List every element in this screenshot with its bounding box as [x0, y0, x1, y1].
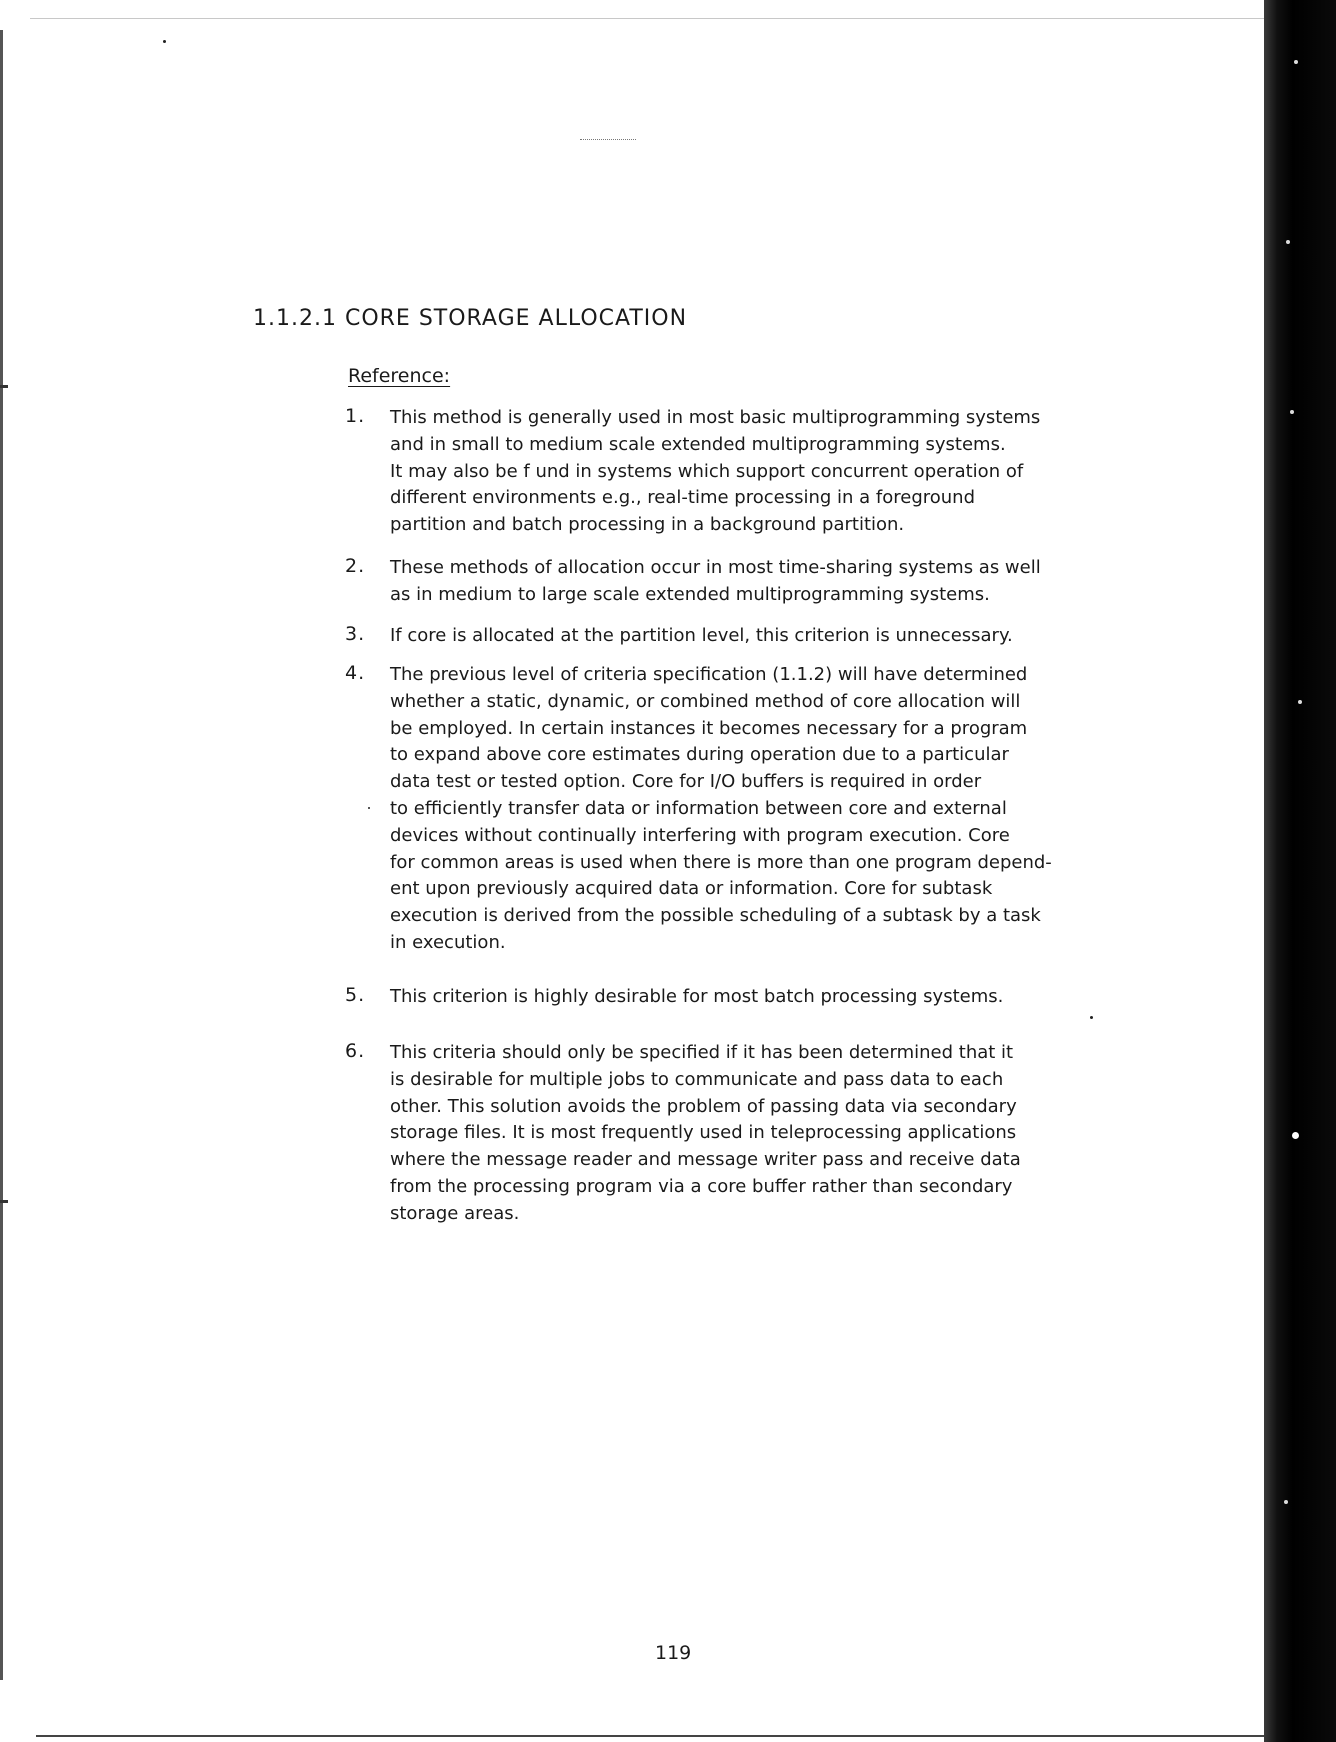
scan-right-speck [1284, 1500, 1288, 1504]
text-line: storage areas. [390, 1202, 520, 1224]
text-line: ent upon previously acquired data or information. Core for subtask [390, 878, 993, 900]
item-text [390, 984, 1110, 1011]
scan-right-speck [1286, 240, 1290, 244]
text-line: whether a static, dynamic, or combined method of core allocation will [390, 690, 1021, 712]
text-line: different environments e.g., real-time processing in a foreground [390, 487, 976, 509]
scan-speck [368, 807, 370, 809]
item-text [390, 623, 1110, 650]
text-line: devices without continually interfering with program execution. Core [390, 824, 1010, 846]
text-line: The previous level of criteria specification (1.1.2) will have determined [390, 664, 1028, 685]
item-number: 2. [345, 555, 366, 577]
text-line: be employed. In certain instances it becomes necessary for a program [390, 717, 1028, 739]
text-line: This criterion is highly desirable for most batch processing systems. [390, 986, 1004, 1007]
text-line: to efficiently transfer data or information between core and external [390, 797, 1007, 819]
item-number: 5. [345, 984, 366, 1006]
text-line: where the message reader and message writer pass and receive data [390, 1149, 1021, 1171]
scan-right-speck [1290, 410, 1294, 414]
reference-label: Reference: [348, 365, 451, 387]
text-line: to expand above core estimates during operation due to a particular [390, 744, 1009, 766]
item-number: 4. [345, 662, 366, 684]
text-line: from the processing program via a core buffer rather than secondary [390, 1175, 1013, 1197]
page-number: 119 [655, 1642, 692, 1664]
item-text [390, 405, 1110, 539]
scan-dash [580, 139, 636, 141]
item-text [390, 662, 1110, 957]
text-line: and in small to medium scale extended multiprogramming systems. [390, 433, 1006, 455]
scan-speck [163, 40, 166, 43]
text-line: This method is generally used in most basic multiprogramming systems [390, 407, 1041, 428]
text-line: for common areas is used when there is more than one program depend- [390, 851, 1052, 873]
text-line: It may also be f und in systems which support concurrent operation of [390, 460, 1024, 482]
scan-speck [1090, 1016, 1093, 1019]
item-text [390, 555, 1110, 609]
item-number: 1. [345, 405, 366, 427]
scan-left-tick [0, 1200, 8, 1203]
scan-right-speck [1298, 700, 1302, 704]
scan-right-speck [1292, 1132, 1299, 1139]
scan-top-rule [30, 18, 1264, 19]
scan-bottom-rule [36, 1735, 1264, 1737]
scan-left-edge [0, 30, 3, 1680]
item-text [390, 1040, 1110, 1228]
text-line: storage files. It is most frequently used in teleprocessing applications [390, 1122, 1017, 1144]
text-line: partition and batch processing in a background partition. [390, 514, 905, 536]
scan-right-speck [1294, 60, 1298, 64]
item-number: 3. [345, 623, 366, 645]
text-line: execution is derived from the possible scheduling of a subtask by a task [390, 905, 1041, 927]
text-line: If core is allocated at the partition level, this criterion is unnecessary. [390, 625, 1013, 646]
text-line: These methods of allocation occur in most time-sharing systems as well [390, 557, 1041, 578]
text-line: is desirable for multiple jobs to communicate and pass data to each [390, 1068, 1004, 1090]
section-heading: 1.1.2.1 CORE STORAGE ALLOCATION [253, 306, 688, 331]
scan-right-edge [1264, 0, 1336, 1742]
text-line: This criteria should only be specified if it has been determined that it [390, 1042, 1014, 1063]
item-number: 6. [345, 1040, 366, 1062]
text-line: as in medium to large scale extended multiprogramming systems. [390, 583, 990, 605]
text-line: other. This solution avoids the problem of passing data via secondary [390, 1095, 1017, 1117]
scan-left-tick [0, 385, 8, 388]
text-line: data test or tested option. Core for I/O buffers is required in order [390, 771, 982, 793]
text-line: in execution. [390, 931, 506, 953]
